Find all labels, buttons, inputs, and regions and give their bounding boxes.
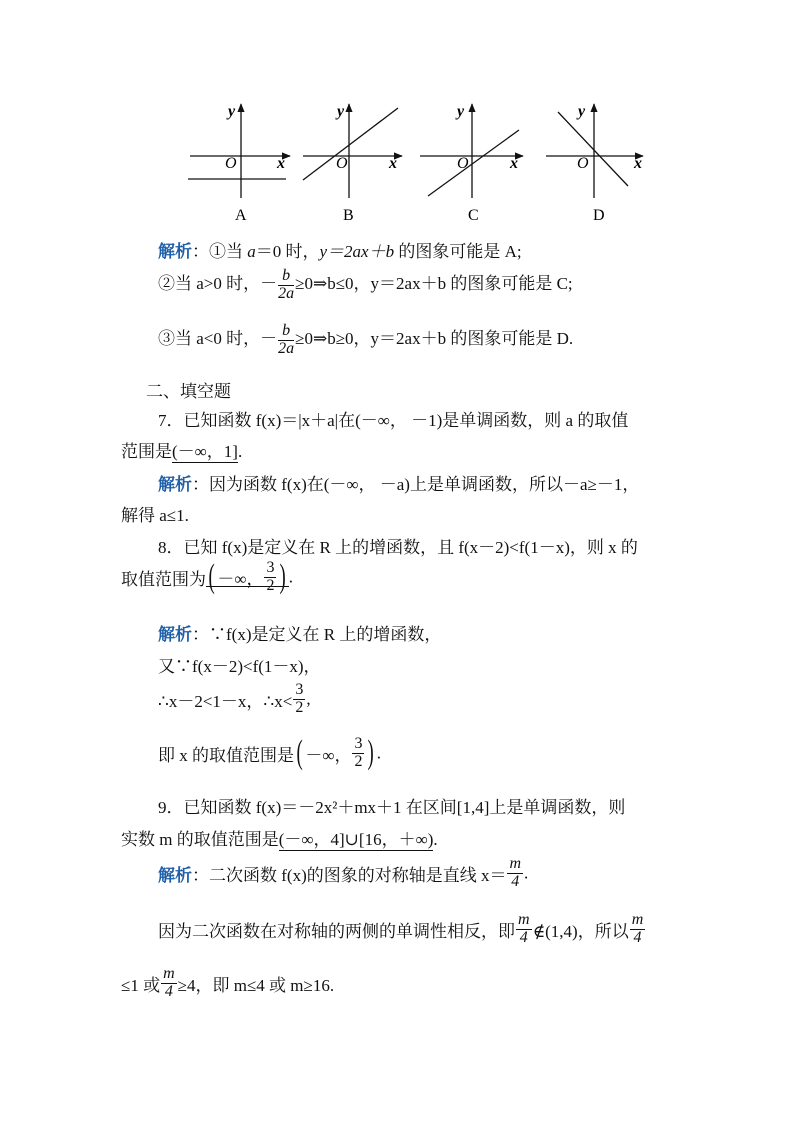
fraction: $\frac{3}{2}$	[266, 559, 275, 594]
q9-solution-line2: 因为二次函数在对称轴的两侧的单调性相反，即 $\frac{m}{4}$ ∉(1,4)，所以 $\frac{m}{4}$	[158, 911, 644, 946]
graph-d-x-label: x	[634, 155, 642, 172]
q8-solution-line1: 解析：∵f(x)是定义在 R 上的增函数，	[158, 625, 442, 644]
graph-c	[420, 103, 523, 224]
graph-b-x-label: x	[389, 155, 397, 172]
q7-stem-line2: 范围是(－∞，1].	[121, 442, 243, 461]
graph-a-origin: O	[225, 155, 237, 172]
q9-solution-line3: ≤1 或 $\frac{m}{4}$ ≥4，即 m≤4 或 m≥16.	[121, 965, 335, 1000]
graph-b-origin: O	[336, 155, 348, 172]
q8-stem-line1: 8．已知 f(x)是定义在 R 上的增函数，且 f(x－2)<f(1－x)，则 x 的	[158, 538, 638, 557]
solution-label: 解析	[158, 475, 192, 494]
q8-solution-line3: ∴x－2<1－x，∴x< $\frac{3}{2}$ ,	[158, 681, 311, 716]
q8-stem-line2: 取值范围为( －∞， $\frac{3}{2}$ ) .	[121, 558, 294, 596]
q8-solution-line2: 又∵f(x－2)<f(1－x)，	[158, 657, 321, 676]
q9-solution-line1: 解析：二次函数 f(x)的图象的对称轴是直线 x＝ $\frac{m}{4}$ .	[158, 855, 529, 890]
fraction: $\frac{b}{2a}$	[278, 322, 295, 357]
q7-solution-line1: 解析：因为函数 f(x)在(－∞， －a)上是单调函数，所以－a≥－1，	[158, 475, 640, 494]
fraction: $\frac{3}{2}$	[295, 681, 304, 716]
fraction: $\frac{b}{2a}$	[278, 267, 295, 302]
section-title: 二、填空题	[146, 382, 231, 401]
graph-options	[0, 0, 794, 230]
solution-label: 解析	[158, 625, 192, 644]
q6-solution-line2: ②当 a>0 时，－ $\frac{b}{2a}$ ≥0⇒b≤0，y＝2ax＋b 的图象可能是 C;	[158, 267, 573, 302]
q9-stem-line2: 实数 m 的取值范围是(－∞，4]∪[16，＋∞).	[121, 830, 438, 849]
q9-stem-line1: 9．已知函数 f(x)＝－2x²＋mx＋1 在区间[1,4]上是单调函数，则	[158, 798, 626, 817]
fraction: $\frac{m}{4}$	[631, 911, 644, 946]
fraction: $\frac{m}{4}$	[163, 965, 175, 1000]
q6-solution-line1: 解析：①当 a＝0 时，y＝2ax＋b 的图象可能是 A;	[158, 242, 522, 261]
graph-b-caption: B	[343, 207, 354, 224]
graph-c-y-label: y	[457, 103, 465, 120]
q7-solution-line2: 解得 a≤1.	[121, 506, 189, 525]
solution-label: 解析	[158, 865, 192, 885]
q8-answer: ( －∞， $\frac{3}{2}$ )	[206, 566, 289, 587]
graph-d	[546, 103, 643, 224]
graph-c-x-label: x	[510, 155, 518, 172]
fraction: $\frac{m}{4}$	[509, 855, 522, 890]
graph-d-origin: O	[577, 155, 589, 172]
q6-solution-line3: ③当 a<0 时，－ $\frac{b}{2a}$ ≥0⇒b≥0，y＝2ax＋b 的图象可能是 D.	[158, 322, 574, 357]
graph-a-y-label: y	[228, 103, 236, 120]
q7-stem-line1: 7．已知函数 f(x)＝|x＋a|在(－∞， －1)是单调函数，则 a 的取值	[158, 411, 629, 430]
q9-answer: (－∞，4]∪[16，＋∞)	[278, 830, 434, 849]
graph-c-caption: C	[468, 207, 479, 224]
graph-a-caption: A	[235, 207, 247, 224]
graph-a	[188, 103, 290, 224]
solution-label: 解析	[158, 242, 192, 261]
graph-d-y-label: y	[578, 103, 586, 120]
fraction: $\frac{3}{2}$	[354, 735, 363, 770]
q7-answer: (－∞，1]	[172, 442, 238, 461]
graph-c-origin: O	[457, 155, 469, 172]
q8-solution-line4: 即 x 的取值范围是( －∞， $\frac{3}{2}$ ) .	[158, 734, 382, 772]
graph-d-caption: D	[593, 207, 605, 224]
fraction: $\frac{m}{4}$	[518, 911, 530, 946]
graph-b	[303, 103, 402, 224]
graph-a-x-label: x	[277, 155, 285, 172]
graph-b-y-label: y	[337, 103, 345, 120]
